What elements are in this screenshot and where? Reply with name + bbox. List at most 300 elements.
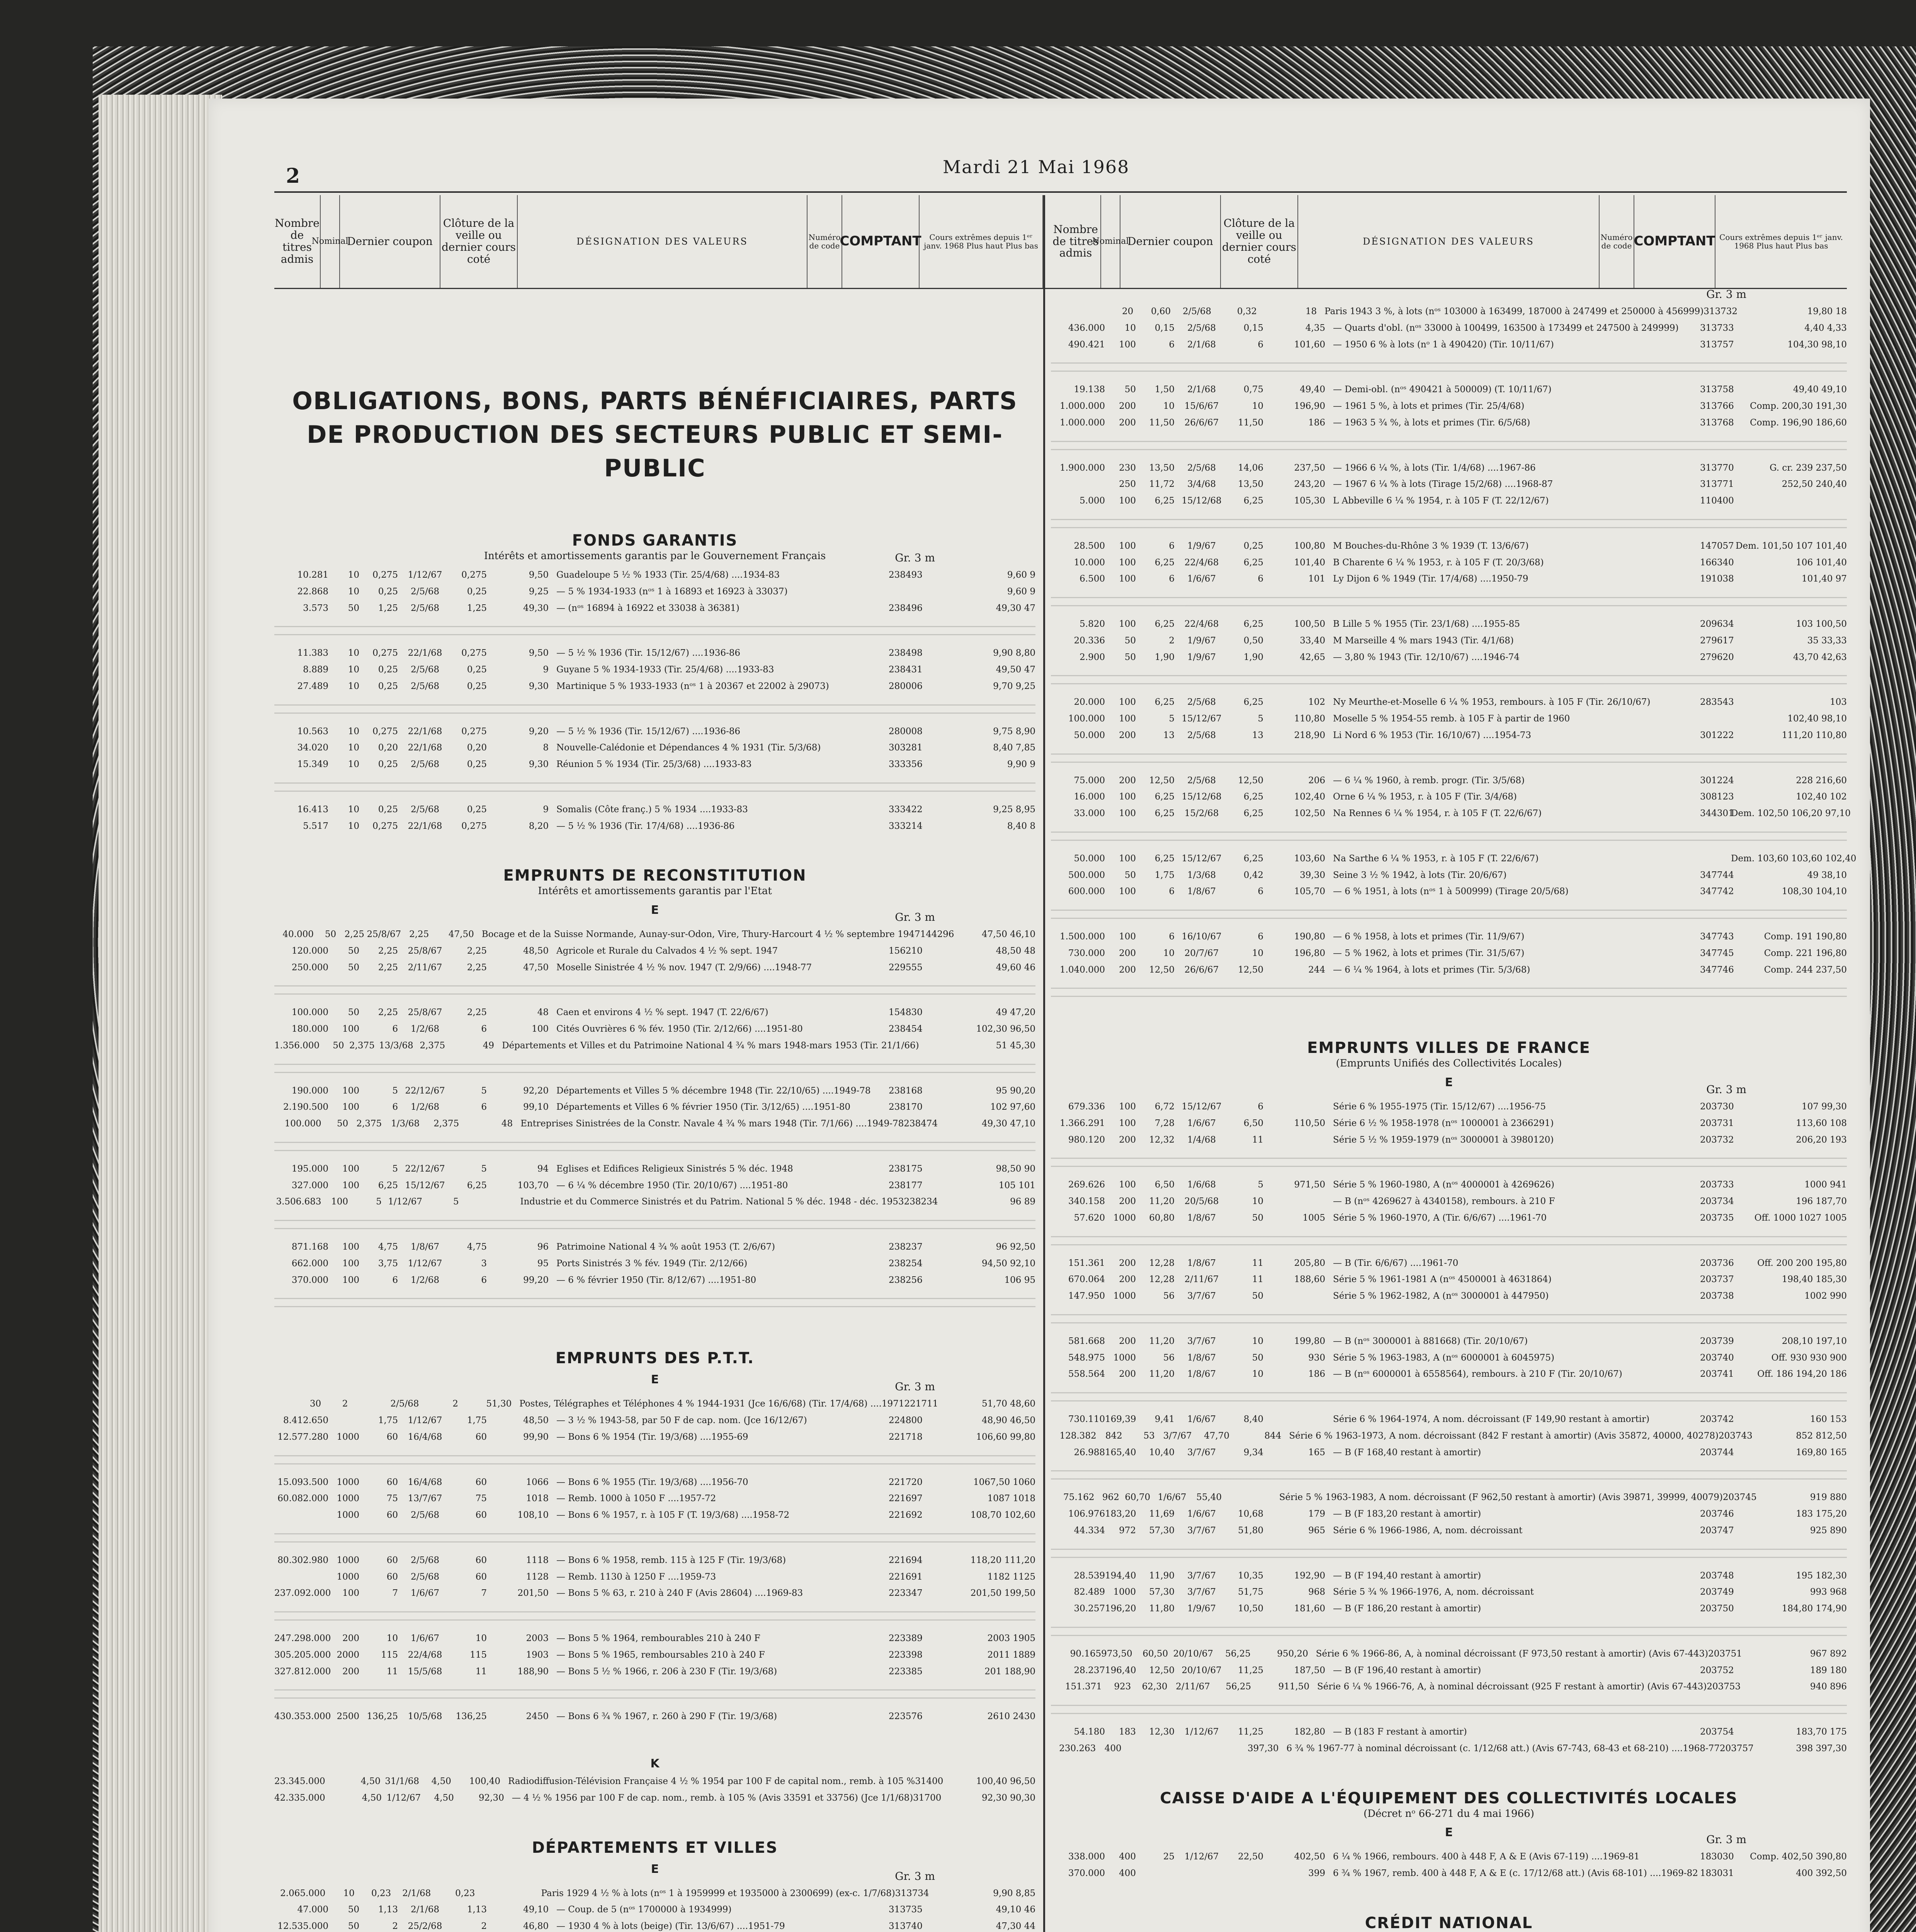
titres-count: 15.093.500 <box>277 1477 328 1487</box>
code-number: 238170 <box>889 1102 923 1112</box>
faded-print <box>1051 1229 1847 1252</box>
table-row <box>1051 870 1847 881</box>
section <box>274 1349 1035 1722</box>
coupon-net: 5 <box>453 1197 459 1207</box>
table-row <box>274 1398 1035 1410</box>
coupon-amount: 6,25 <box>1154 496 1175 506</box>
coupon-amount: 10 <box>1163 948 1175 958</box>
coupon-net: 14,06 <box>1238 463 1263 473</box>
table-row <box>274 726 1035 737</box>
price-range: 1182 1125 <box>987 1571 1035 1582</box>
coupon-amount: 0,25 <box>378 681 398 691</box>
nominal: 100 <box>342 1163 359 1174</box>
designation: Nouvelle-Calédonie et Dépendances 4 % 1931 (Tir. 5/3/68) <box>556 743 821 753</box>
code-number: 333356 <box>889 759 923 770</box>
nominal: 2000 <box>337 1650 359 1660</box>
designation: M Marseille 4 % mars 1943 (Tir. 4/1/68) <box>1333 635 1514 646</box>
table-row <box>1051 853 1856 864</box>
closing-price: 108,10 <box>517 1510 549 1520</box>
coupon-net: 5 <box>481 1085 487 1096</box>
coupon-date: 3/7/67 <box>1187 1291 1216 1301</box>
coupon-net: 13 <box>1252 730 1263 740</box>
code-number: 238498 <box>889 648 923 658</box>
code-number: 313758 <box>1700 384 1734 395</box>
nominal: 50 <box>348 603 359 613</box>
nominal: 20 <box>1122 306 1134 316</box>
designation: — B (Tir. 6/6/67) ....1961-70 <box>1333 1258 1459 1268</box>
code-number: 203751 <box>1708 1648 1742 1659</box>
price-range: 398 397,30 <box>1796 1743 1847 1753</box>
coupon-date: 20/10/67 <box>1182 1665 1222 1675</box>
coupon-amount: 2 <box>392 1921 398 1932</box>
coupon-net: 0,32 <box>1237 306 1257 316</box>
coupon-net: 6,25 <box>1243 557 1263 568</box>
designation: Série 6 % 1966-86, A, à nominal décroissant (F 973,50 restant à amortir) (Avis 67-443) <box>1316 1648 1709 1659</box>
closing-price: 1066 <box>526 1477 549 1487</box>
table-row <box>1051 948 1847 959</box>
titres-count: 100.000 <box>291 1007 328 1018</box>
price-range: 160 153 <box>1810 1414 1847 1425</box>
coupon-amount: 2,375 <box>349 1040 375 1051</box>
nominal: 923 <box>1114 1682 1131 1692</box>
code-number: 238493 <box>889 570 923 580</box>
titres-count: 12.535.000 <box>277 1921 328 1932</box>
code-number: 203739 <box>1700 1336 1734 1346</box>
faded-print <box>274 1291 1035 1314</box>
closing-price: 8 <box>543 743 549 753</box>
page-number: 2 <box>286 164 300 188</box>
designation: — Bons 6 ¾ % 1967, r. 260 à 290 F (Tir. 19/3/68) <box>556 1711 777 1722</box>
titres-count: 30 <box>309 1399 321 1409</box>
coupon-date: 26/6/67 <box>1184 964 1219 975</box>
table-row <box>1051 1492 1847 1503</box>
closing-price: 101,60 <box>1294 339 1325 350</box>
coupon-amount <box>1136 1868 1175 1879</box>
titres-count: 5.517 <box>303 821 328 831</box>
coupon-date: 22/1/68 <box>408 726 442 736</box>
coupon-net: 6,25 <box>1243 496 1263 506</box>
titres-count: 230.263 <box>1059 1743 1096 1753</box>
titres-count: 50.000 <box>1074 730 1105 740</box>
code-number: 203732 <box>1700 1134 1734 1145</box>
coupon-date: 1/8/67 <box>1187 886 1216 897</box>
coupon-date: 25/2/68 <box>408 1921 442 1932</box>
coupon-net: 10,50 <box>1238 1604 1263 1614</box>
nominal: 10 <box>348 726 359 736</box>
nominal: 169,39 <box>1105 1414 1136 1425</box>
faded-print <box>274 978 1035 1002</box>
coupon-net: 10 <box>1252 948 1263 958</box>
coupon-net: 6 <box>481 1275 487 1285</box>
designation: Agricole et Rurale du Calvados 4 ½ % sept. 1947 <box>556 946 778 956</box>
coupon-net: 6,25 <box>1243 792 1263 802</box>
coupon-net: 2,25 <box>409 929 429 940</box>
price-range: 206,20 193 <box>1796 1134 1847 1145</box>
nominal: 200 <box>342 1633 359 1644</box>
coupon-date: 2/11/67 <box>1184 1274 1219 1285</box>
coupon-net: 4,75 <box>467 1242 487 1252</box>
closing-price: 950,20 <box>1277 1648 1308 1659</box>
coupon-net: 1,13 <box>467 1905 487 1915</box>
designation: — Bons 5 ½ % 1966, r. 206 à 230 F (Tir. 19/3/68) <box>556 1666 777 1677</box>
closing-price: 181,60 <box>1294 1604 1325 1614</box>
closing-price: 9,20 <box>529 726 549 736</box>
coupon-amount: 0,20 <box>378 743 398 753</box>
designation: Série 6 % 1955-1975 (Tir. 15/12/67) ....1956-75 <box>1333 1102 1546 1112</box>
titres-count: 195.000 <box>291 1163 328 1174</box>
titres-count: 581.668 <box>1068 1336 1105 1346</box>
table-row <box>274 1040 1035 1051</box>
price-range: 102 97,60 <box>990 1102 1035 1112</box>
price-range: 106,60 99,80 <box>976 1432 1035 1442</box>
closing-price: 18 <box>1305 306 1317 316</box>
coupon-date: 22/1/68 <box>408 743 442 753</box>
coupon-net: 136,25 <box>456 1711 487 1722</box>
coupon-net: 75 <box>475 1493 487 1504</box>
coupon-net: 9,34 <box>1243 1447 1263 1458</box>
closing-price: 46,80 <box>523 1921 549 1932</box>
nominal: 1000 <box>337 1432 359 1442</box>
designation: — 6 ¼ % 1964, à lots et primes (Tir. 5/3/68) <box>1333 964 1530 975</box>
coupon-net: 5 <box>481 1163 487 1174</box>
code-number: 238431 <box>889 665 923 675</box>
price-range: 49 47,20 <box>996 1007 1035 1018</box>
coupon-date: 15/6/67 <box>1184 401 1219 411</box>
designation: Paris 1943 3 %, à lots (nᵒˢ 103000 à 163499, 187000 à 247499 et 250000 à 456999) <box>1324 306 1704 316</box>
closing-price: 42,65 <box>1300 652 1325 662</box>
coupon-date: 1/12/67 <box>408 1258 442 1269</box>
titres-count: 490.421 <box>1068 339 1105 350</box>
coupon-date: 2/5/68 <box>410 759 440 770</box>
table-row <box>1051 1570 1847 1582</box>
coupon-date: 22/4/68 <box>408 1650 442 1660</box>
designation: — 6 % février 1950 (Tir. 8/12/67) ....1951-80 <box>556 1275 757 1285</box>
coupon-date: 1/6/67 <box>410 1633 440 1644</box>
section-title: EMPRUNTS DE RECONSTITUTION <box>503 867 807 885</box>
coupon-net: 0,23 <box>455 1888 475 1898</box>
closing-price: 9 <box>543 665 549 675</box>
coupon-date: 2/5/68 <box>1187 775 1216 786</box>
closing-price: 103,60 <box>1294 853 1325 864</box>
coupon-net: 51,80 <box>1238 1525 1263 1536</box>
coupon-net <box>1229 1868 1263 1879</box>
price-range: 9,90 8,80 <box>993 648 1035 658</box>
table-row <box>1051 323 1847 334</box>
coupon-date: 1/2/68 <box>410 1024 440 1034</box>
coupon-date: 3/7/67 <box>1163 1430 1192 1441</box>
designation: Guadeloupe 5 ½ % 1933 (Tir. 25/4/68) ....1934-83 <box>556 570 780 580</box>
price-range: 925 890 <box>1810 1525 1847 1536</box>
closing-price: 971,50 <box>1294 1180 1325 1190</box>
coupon-date: 1/2/68 <box>410 1102 440 1112</box>
price-range: 95 90,20 <box>996 1085 1035 1096</box>
nominal: 1000 <box>1113 1352 1136 1363</box>
coupon-amount: 10 <box>386 1633 398 1644</box>
coupon-amount: 0,25 <box>378 586 398 597</box>
coupon-amount: 60,50 <box>1142 1648 1168 1659</box>
coupon-net: 11 <box>1252 1258 1263 1268</box>
closing-price <box>1263 1196 1325 1207</box>
designation: — B (nᵒˢ 4269627 à 4340158), rembours. à 210 F <box>1333 1196 1555 1207</box>
coupon-amount: 10,40 <box>1149 1447 1175 1458</box>
nominal: 100 <box>1119 886 1136 897</box>
table-row <box>274 681 1035 692</box>
coupon-date: 1/9/67 <box>1187 652 1216 662</box>
coupon-net: 60 <box>475 1571 487 1582</box>
group-label: Gr. 3 m <box>895 1380 935 1393</box>
nominal: 10 <box>348 586 359 597</box>
coupon-net: 0,275 <box>461 648 487 658</box>
coupon-amount: 56 <box>1163 1352 1175 1363</box>
titres-count: 10.000 <box>1074 557 1105 568</box>
closing-price: 9 <box>543 804 549 815</box>
coupon-date: 1/6/68 <box>1187 1180 1216 1190</box>
coupon-amount: 12,50 <box>1149 1665 1175 1675</box>
coupon-amount: 6 <box>1169 932 1175 942</box>
coupon-amount: 2,25 <box>344 929 364 940</box>
code-number: 110400 <box>1700 496 1734 506</box>
table-row <box>1051 1118 1847 1129</box>
coupon-date: 16/4/68 <box>408 1432 442 1442</box>
closing-price: 48,50 <box>523 1415 549 1426</box>
closing-price: 402,50 <box>1294 1852 1325 1862</box>
code-number: 279620 <box>1700 652 1734 662</box>
price-range: 49,60 46 <box>996 962 1035 973</box>
coupon-date: 1/8/67 <box>1187 1352 1216 1363</box>
coupon-amount: 0,25 <box>378 804 398 815</box>
titres-count: 247.298.000 <box>274 1633 331 1644</box>
coupon-date: 31/1/68 <box>385 1776 419 1787</box>
coupon-date: 1/8/67 <box>1187 1369 1216 1379</box>
closing-price: 186 <box>1308 1369 1325 1379</box>
nominal: 200 <box>1119 1369 1136 1379</box>
titres-count: 871.168 <box>291 1242 328 1252</box>
closing-price: 911,50 <box>1278 1682 1309 1692</box>
table-row <box>274 1085 1035 1097</box>
coupon-amount: 57,30 <box>1149 1525 1175 1536</box>
table-row <box>1051 1851 1847 1862</box>
coupon-amount: 12,50 <box>1149 775 1175 786</box>
price-range: 48,90 46,50 <box>982 1415 1035 1426</box>
closing-price: 101,40 <box>1294 557 1325 568</box>
titres-count: 548.975 <box>1068 1352 1105 1363</box>
titres-count: 100.000 <box>284 1119 321 1129</box>
price-range: 967 892 <box>1810 1648 1847 1659</box>
closing-price: 165 <box>1308 1447 1325 1458</box>
closing-price: 206 <box>1308 775 1325 786</box>
nominal: 400 <box>1104 1743 1122 1753</box>
code-number: 313771 <box>1700 479 1734 490</box>
coupon-amount: 62,30 <box>1142 1682 1168 1692</box>
price-range: 9,90 8,85 <box>993 1888 1035 1898</box>
price-range: 9,75 8,90 <box>993 726 1035 736</box>
designation: — Coup. de 5 (nᵒˢ 1700000 à 1934999) <box>556 1905 732 1915</box>
table-row <box>1051 479 1847 490</box>
designation: — Bons 6 % 1957, r. à 105 F (T. 19/3/68) ....1958-72 <box>556 1510 790 1520</box>
coupon-date: 22/1/68 <box>408 648 442 658</box>
coupon-date: 15/5/68 <box>408 1666 442 1677</box>
table-row <box>274 603 1035 614</box>
coupon-amount: 0,15 <box>1154 323 1175 333</box>
titres-count: 12.577.280 <box>277 1432 328 1442</box>
coupon-net: 6,25 <box>1243 808 1263 818</box>
titres-count: 500.000 <box>1068 870 1105 880</box>
coupon-date: 1/3/68 <box>1187 870 1216 880</box>
coupon-date: 1/2/68 <box>410 1275 440 1285</box>
designation: — 1930 4 % à lots (beige) (Tir. 13/6/67) ....1951-79 <box>556 1921 785 1932</box>
code-number: 303281 <box>889 743 923 753</box>
section <box>1051 1789 1847 1879</box>
coupon-amount: 2,25 <box>378 962 398 973</box>
coupon-date: 15/12/67 <box>1182 853 1222 864</box>
code-number: 347746 <box>1700 964 1734 975</box>
designation: — B (183 F restant à amortir) <box>1333 1727 1467 1737</box>
coupon-date: 25/8/67 <box>367 929 401 940</box>
designation: — B (nᵒˢ 6000001 à 6558564), rembours. à 210 F (Tir. 20/10/67) <box>1333 1369 1622 1379</box>
code-number: 313734 <box>895 1888 929 1898</box>
code-number: 224800 <box>889 1415 923 1426</box>
coupon-date: 1/12/67 <box>1184 1852 1219 1862</box>
table-row <box>1051 931 1847 942</box>
price-range: 49,30 47,10 <box>982 1119 1036 1129</box>
faded-print <box>1051 355 1847 379</box>
table-row <box>274 1180 1035 1191</box>
table-row <box>274 821 1035 832</box>
titres-count: 82.489 <box>1074 1587 1105 1597</box>
code-number: 221711 <box>904 1399 938 1409</box>
designation: — 6 % 1951, à lots (nᵒˢ 1 à 500999) (Tirage 20/5/68) <box>1333 886 1569 897</box>
closing-price: 49,10 <box>523 1905 549 1915</box>
designation: Série 5 % 1961-1981 A (nᵒˢ 4500001 à 4631864) <box>1333 1274 1552 1285</box>
coupon-net: 55,40 <box>1196 1492 1222 1503</box>
titres-count: 730.000 <box>1068 948 1105 958</box>
closing-price: 1903 <box>526 1650 549 1660</box>
coupon-net: 1,75 <box>467 1415 487 1426</box>
nominal: 50 <box>1124 384 1136 395</box>
designation: 6 ¾ % 1967, remb. 400 à 448 F, A & E (c. 17/12/68 att.) (Avis 68-101) ....1969-82 <box>1333 1868 1698 1879</box>
section <box>274 1838 1035 1932</box>
table-row <box>1051 775 1847 786</box>
nominal: 100 <box>1119 1180 1136 1190</box>
code-number: 209634 <box>1700 619 1734 629</box>
coupon-net: 4,50 <box>434 1793 454 1803</box>
table-row <box>1051 1726 1847 1738</box>
titres-count: 34.020 <box>297 743 328 753</box>
designation: — 1963 5 ¾ %, à lots et primes (Tir. 6/5/68) <box>1333 417 1530 428</box>
code-number: 31700 <box>913 1793 942 1803</box>
faded-print <box>274 1135 1035 1158</box>
section-subtitle: Intérêts et amortissements garantis par l'Etat <box>538 885 772 897</box>
titres-count: 670.064 <box>1068 1274 1105 1285</box>
table-row <box>1051 1213 1847 1224</box>
coupon-amount: 11,20 <box>1149 1336 1175 1346</box>
closing-price: 99,10 <box>523 1102 549 1112</box>
nominal: 200 <box>1119 730 1136 740</box>
price-range: 189 180 <box>1810 1665 1847 1675</box>
price-range: 1002 990 <box>1804 1291 1847 1301</box>
coupon-net <box>1199 1743 1227 1754</box>
coupon-date: 2/5/68 <box>410 603 440 613</box>
code-number: 223576 <box>889 1711 923 1722</box>
code-number: 347743 <box>1700 932 1734 942</box>
table-row <box>274 1415 1035 1426</box>
coupon-amount: 9,41 <box>1154 1414 1175 1425</box>
coupon-net: 5 <box>1258 714 1263 724</box>
table-row <box>1051 808 1851 819</box>
coupon-net: 56,25 <box>1226 1682 1251 1692</box>
titres-count: 3.506.683 <box>276 1197 321 1207</box>
designation: — Bons 5 % 1965, remboursables 210 à 240 F <box>556 1650 765 1660</box>
category-letter: E <box>651 903 659 917</box>
designation: — Bons 6 % 1954 (Tir. 19/3/68) ....1955-69 <box>556 1432 748 1442</box>
coupon-net: 0,275 <box>461 570 487 580</box>
closing-price: 2450 <box>526 1711 549 1722</box>
titres-count: 50.000 <box>1074 853 1105 864</box>
price-range: 2003 1905 <box>987 1633 1035 1644</box>
coupon-date: 22/12/67 <box>405 1085 445 1096</box>
closing-price: 110,80 <box>1294 714 1325 724</box>
coupon-net: 50 <box>1252 1291 1263 1301</box>
titres-count: 600.000 <box>1068 886 1105 897</box>
price-range: Dem. 102,50 106,20 97,10 <box>1731 808 1851 818</box>
price-range: Off. 186 194,20 186 <box>1757 1369 1847 1379</box>
code-number: 203734 <box>1700 1196 1734 1207</box>
titres-count: 100.000 <box>1068 714 1105 724</box>
closing-price: 179 <box>1308 1509 1325 1519</box>
nominal: 100 <box>342 1258 359 1269</box>
coupon-amount: 4,50 <box>362 1793 382 1803</box>
code-number: 203754 <box>1700 1727 1734 1737</box>
titres-count: 1.000.000 <box>1059 401 1105 411</box>
price-range: Off. 200 200 195,80 <box>1757 1258 1847 1268</box>
table-row <box>1051 619 1847 630</box>
table-row <box>1051 1681 1847 1692</box>
nominal: 50 <box>348 946 359 956</box>
faded-print <box>1051 1385 1847 1408</box>
designation: — B (nᵒˢ 3000001 à 881668) (Tir. 20/10/67) <box>1333 1336 1528 1346</box>
header-cours-right: Cours extrêmes depuis 1ᵉʳ janv. 1968 Plus haut Plus bas <box>1719 233 1843 250</box>
closing-price: 930 <box>1308 1352 1325 1363</box>
nominal: 196,40 <box>1105 1665 1136 1675</box>
table-row <box>1051 886 1847 897</box>
header-comptant-right: COMPTANT <box>1634 195 1715 288</box>
code-number: 333422 <box>889 804 923 815</box>
table-row <box>1051 635 1847 646</box>
coupon-net: 6,25 <box>467 1180 487 1190</box>
main-title: OBLIGATIONS, BONS, PARTS BÉNÉFICIAIRES, PARTS DE PRODUCTION DES SECTEURS PUBLIC ET SEMI-PUBLIC <box>292 387 1018 482</box>
nominal: 100 <box>1119 496 1136 506</box>
coupon-amount: 115 <box>381 1650 398 1660</box>
nominal: 196,20 <box>1105 1604 1136 1614</box>
closing-price: 110,50 <box>1294 1118 1325 1128</box>
coupon-date: 2/11/67 <box>408 962 442 973</box>
closing-price: 968 <box>1308 1587 1325 1597</box>
titres-count: 15.349 <box>297 759 328 770</box>
coupon-amount: 60 <box>386 1477 398 1487</box>
code-number: 203740 <box>1700 1352 1734 1363</box>
table-row <box>1051 1352 1847 1364</box>
coupon-amount: 6 <box>1169 886 1175 897</box>
coupon-amount: 53 <box>1143 1430 1155 1441</box>
coupon-date: 15/12/67 <box>1182 714 1222 724</box>
coupon-date: 2/5/68 <box>410 1510 440 1520</box>
designation: Série 6 ½ % 1958-1978 (nᵒˢ 1000001 à 2366291) <box>1333 1118 1554 1128</box>
designation: Série 5 ½ % 1959-1979 (nᵒˢ 3000001 à 3980120) <box>1333 1134 1554 1145</box>
closing-price: 100,50 <box>1294 619 1325 629</box>
designation: — Bons 6 % 1958, remb. 115 à 125 F (Tir. 19/3/68) <box>556 1555 786 1565</box>
coupon-net: 22,50 <box>1238 1852 1263 1862</box>
price-range: 98,50 90 <box>996 1163 1035 1174</box>
